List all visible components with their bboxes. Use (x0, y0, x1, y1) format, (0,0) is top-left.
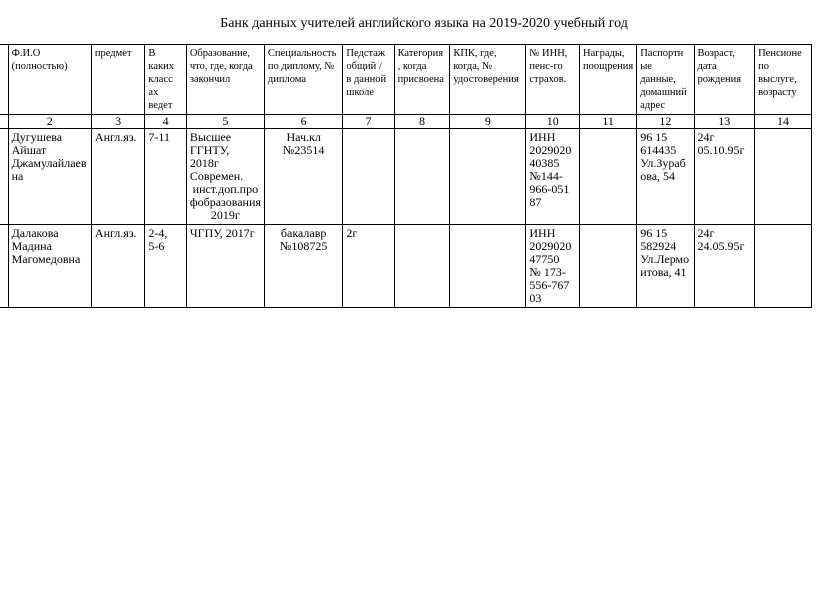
experience-cell: 2г (343, 225, 394, 308)
kpk-cell (450, 225, 526, 308)
header-age: Возраст, дата рождения (694, 45, 755, 115)
category-cell (394, 129, 450, 225)
column-number: 5 (186, 115, 264, 129)
subject-cell: Англ.яз. (91, 225, 145, 308)
education-cell: ЧГПУ, 2017г (186, 225, 264, 308)
specialty-cell: бакалавр №108725 (264, 225, 342, 308)
column-number: 9 (450, 115, 526, 129)
column-number: 8 (394, 115, 450, 129)
header-category: Категория , когда присвоена (394, 45, 450, 115)
awards-cell (580, 225, 637, 308)
column-number: 13 (694, 115, 755, 129)
education-cell: Высшее ГГНТУ, 2018г Современ. инст.доп.про фобразования 2019г (186, 129, 264, 225)
column-number: 7 (343, 115, 394, 129)
fio-cell: Далакова Мадина Магомедовна (8, 225, 91, 308)
classes-cell: 2-4, 5-6 (145, 225, 186, 308)
header-passport: Паспортн ые данные, домашний адрес (637, 45, 694, 115)
column-number: 11 (580, 115, 637, 129)
kpk-cell (450, 129, 526, 225)
column-number: 3 (91, 115, 145, 129)
header-education: Образование, что, где, когда закончил (186, 45, 264, 115)
row-index-cell (0, 129, 8, 225)
experience-cell (343, 129, 394, 225)
header-experience: Педстаж общий / в данной школе (343, 45, 394, 115)
passport-cell: 96 15 614435 Ул.Зураб ова, 54 (637, 129, 694, 225)
column-number: 4 (145, 115, 186, 129)
header-subject: предмет (91, 45, 145, 115)
column-number: 14 (755, 115, 812, 129)
inn-cell: ИНН 2029020 40385 №144- 966-051 87 (526, 129, 580, 225)
column-number: 6 (264, 115, 342, 129)
header-inn: № ИНН, пенс-го страхов. (526, 45, 580, 115)
column-number: 2 (8, 115, 91, 129)
age-cell: 24г 24.05.95г (694, 225, 755, 308)
passport-cell: 96 15 582924 Ул.Лермо итова, 41 (637, 225, 694, 308)
awards-cell (580, 129, 637, 225)
header-cell-0 (0, 45, 8, 115)
table-row (0, 129, 812, 225)
pension-cell (755, 225, 812, 308)
header-kpk: КПК, где, когда, № удостоверения (450, 45, 526, 115)
page-title: Банк данных учителей английского языка на 2019-2020 учебный год (220, 16, 628, 31)
row-index-cell (0, 225, 8, 308)
teachers-table (0, 44, 812, 308)
column-number (0, 115, 8, 129)
header-pension: Пенсионе по выслуге, возрасту (755, 45, 812, 115)
column-numbers-row (0, 115, 812, 129)
header-classes: В каких класс ах ведет (145, 45, 186, 115)
specialty-cell: Нач.кл №23514 (264, 129, 342, 225)
inn-cell: ИНН 2029020 47750 № 173- 556-767 03 (526, 225, 580, 308)
header-specialty: Специальность по диплому, № диплома (264, 45, 342, 115)
table-row (0, 225, 812, 308)
category-cell (394, 225, 450, 308)
column-number: 10 (526, 115, 580, 129)
classes-cell: 7-11 (145, 129, 186, 225)
subject-cell: Англ.яз. (91, 129, 145, 225)
age-cell: 24г 05.10.95г (694, 129, 755, 225)
fio-cell: Дугушева Айшат Джамулайлаев на (8, 129, 91, 225)
column-number: 12 (637, 115, 694, 129)
header-row (0, 45, 812, 115)
pension-cell (755, 129, 812, 225)
header-awards: Награды, поощрения (580, 45, 637, 115)
header-fio: Ф.И.О (полностью) (8, 45, 91, 115)
